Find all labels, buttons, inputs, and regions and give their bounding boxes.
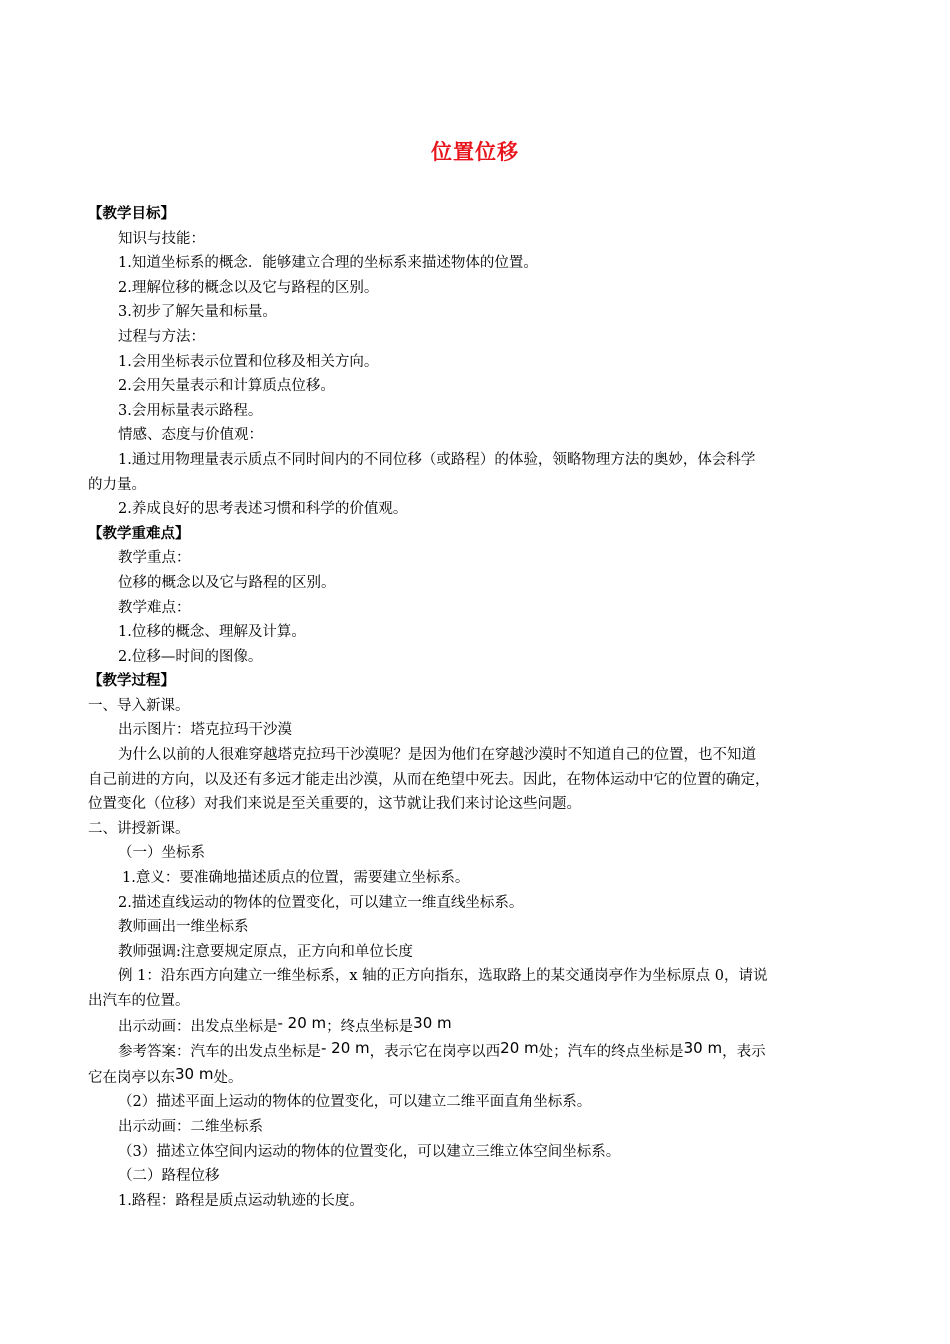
math-value: - 20 m xyxy=(277,1013,327,1032)
math-value: 20 m xyxy=(500,1039,539,1058)
text-run: ；终点坐标是 xyxy=(326,1018,414,1035)
paragraph-line: 教学重点： xyxy=(118,550,191,567)
section-heading: 【教学过程】 xyxy=(88,673,175,690)
paragraph-line: 情感、态度与价值观： xyxy=(118,427,263,444)
paragraph-line: 出汽车的位置。 xyxy=(88,993,190,1009)
answer-line-1 xyxy=(88,1039,868,1065)
paragraph-line: 位置变化（位移）对我们来说是至关重要的，这节就让我们来讨论这些问题。 xyxy=(88,796,581,813)
paragraph-line: 自己前进的方向，以及还有多远才能走出沙漠，从而在绝望中死去。因此，在物体运动中它的位置的确定， xyxy=(88,771,770,788)
paragraph-line: 出示图片：塔克拉玛干沙漠 xyxy=(118,722,292,739)
paragraph-line: 出示动画：二维坐标系 xyxy=(118,1118,263,1135)
math-value: - 20 m xyxy=(321,1039,370,1058)
animation-line xyxy=(88,1014,868,1040)
section-heading: 【教学目标】 xyxy=(88,206,175,222)
text-run: 处；汽车的终点坐标是 xyxy=(538,1044,684,1061)
math-value: 30 m xyxy=(175,1064,214,1083)
text-run: 它在岗亭以东 xyxy=(88,1069,175,1086)
paragraph-line: 为什么以前的人很难穿越塔克拉玛干沙漠呢？是因为他们在穿越沙漠时不知道自己的位置，也不知道 xyxy=(118,747,756,764)
section-heading: 【教学重难点】 xyxy=(88,525,190,542)
paragraph-line: 2.养成良好的思考表述习惯和科学的价值观。 xyxy=(118,501,408,518)
paragraph-line: 1.会用坐标表示位置和位移及相关方向。 xyxy=(118,353,379,370)
paragraph-line: 2.理解位移的概念以及它与路程的区别。 xyxy=(118,279,379,296)
document-body xyxy=(88,202,868,1213)
paragraph-line: 过程与方法： xyxy=(118,328,205,345)
text-run: ，表示 xyxy=(722,1044,766,1061)
paragraph-line: 教学难点： xyxy=(118,599,191,616)
math-value: 30 m xyxy=(683,1039,723,1058)
text-block-1 xyxy=(88,202,868,1014)
answer-line-2 xyxy=(88,1065,868,1091)
paragraph-line: 知识与技能： xyxy=(118,230,205,247)
text-run: ，表示它在岗亭以西 xyxy=(369,1044,501,1061)
paragraph-line: 1.意义：要准确地描述质点的位置，需要建立坐标系。 xyxy=(122,870,470,887)
paragraph-line: 二、讲授新课。 xyxy=(88,820,190,837)
paragraph-line: 的力量。 xyxy=(88,476,146,493)
text-run: 处。 xyxy=(213,1069,243,1086)
paragraph-line: （二）路程位移 xyxy=(118,1168,220,1185)
paragraph-line: 2.会用矢量表示和计算质点位移。 xyxy=(118,378,335,395)
text-run: 出示动画：出发点坐标是 xyxy=(118,1018,278,1035)
paragraph-line: （3）描述立体空间内运动的物体的位置变化，可以建立三维立体空间坐标系。 xyxy=(118,1143,621,1160)
paragraph-line: 1.位移的概念、理解及计算。 xyxy=(118,624,306,641)
paragraph-line: 3.初步了解矢量和标量。 xyxy=(118,304,277,321)
paragraph-line: 2.描述直线运动的物体的位置变化，可以建立一维直线坐标系。 xyxy=(118,894,524,911)
math-value: 30 m xyxy=(413,1013,452,1032)
paragraph-line: 例 1：沿东西方向建立一维坐标系，x 轴的正方向指东，选取路上的某交通岗亭作为坐标原点 0，请说 xyxy=(118,968,768,985)
paragraph-line: 1.通过用物理量表示质点不同时间内的不同位移（或路程）的体验，领略物理方法的奥妙，体会科学 xyxy=(118,451,756,468)
paragraph-line: 教师强调:注意要规定原点，正方向和单位长度 xyxy=(118,943,413,960)
text-run: 参考答案：汽车的出发点坐标是 xyxy=(118,1044,321,1061)
paragraph-line: 1.路程：路程是质点运动轨迹的长度。 xyxy=(118,1192,364,1209)
paragraph-line: （2）描述平面上运动的物体的位置变化，可以建立二维平面直角坐标系。 xyxy=(118,1094,592,1111)
paragraph-line: 位移的概念以及它与路程的区别。 xyxy=(118,574,336,591)
paragraph-line: 一、导入新课。 xyxy=(88,697,190,714)
paragraph-line: 1.知道坐标系的概念．能够建立合理的坐标系来描述物体的位置。 xyxy=(118,255,538,272)
text-block-2 xyxy=(88,1090,868,1213)
paragraph-line: 2.位移—时间的图像。 xyxy=(118,648,263,665)
document-title: 位置位移 xyxy=(431,140,519,164)
paragraph-line: （一）坐标系 xyxy=(118,845,205,862)
paragraph-line: 教师画出一维坐标系 xyxy=(118,919,249,936)
paragraph-line: 3.会用标量表示路程。 xyxy=(118,402,263,419)
